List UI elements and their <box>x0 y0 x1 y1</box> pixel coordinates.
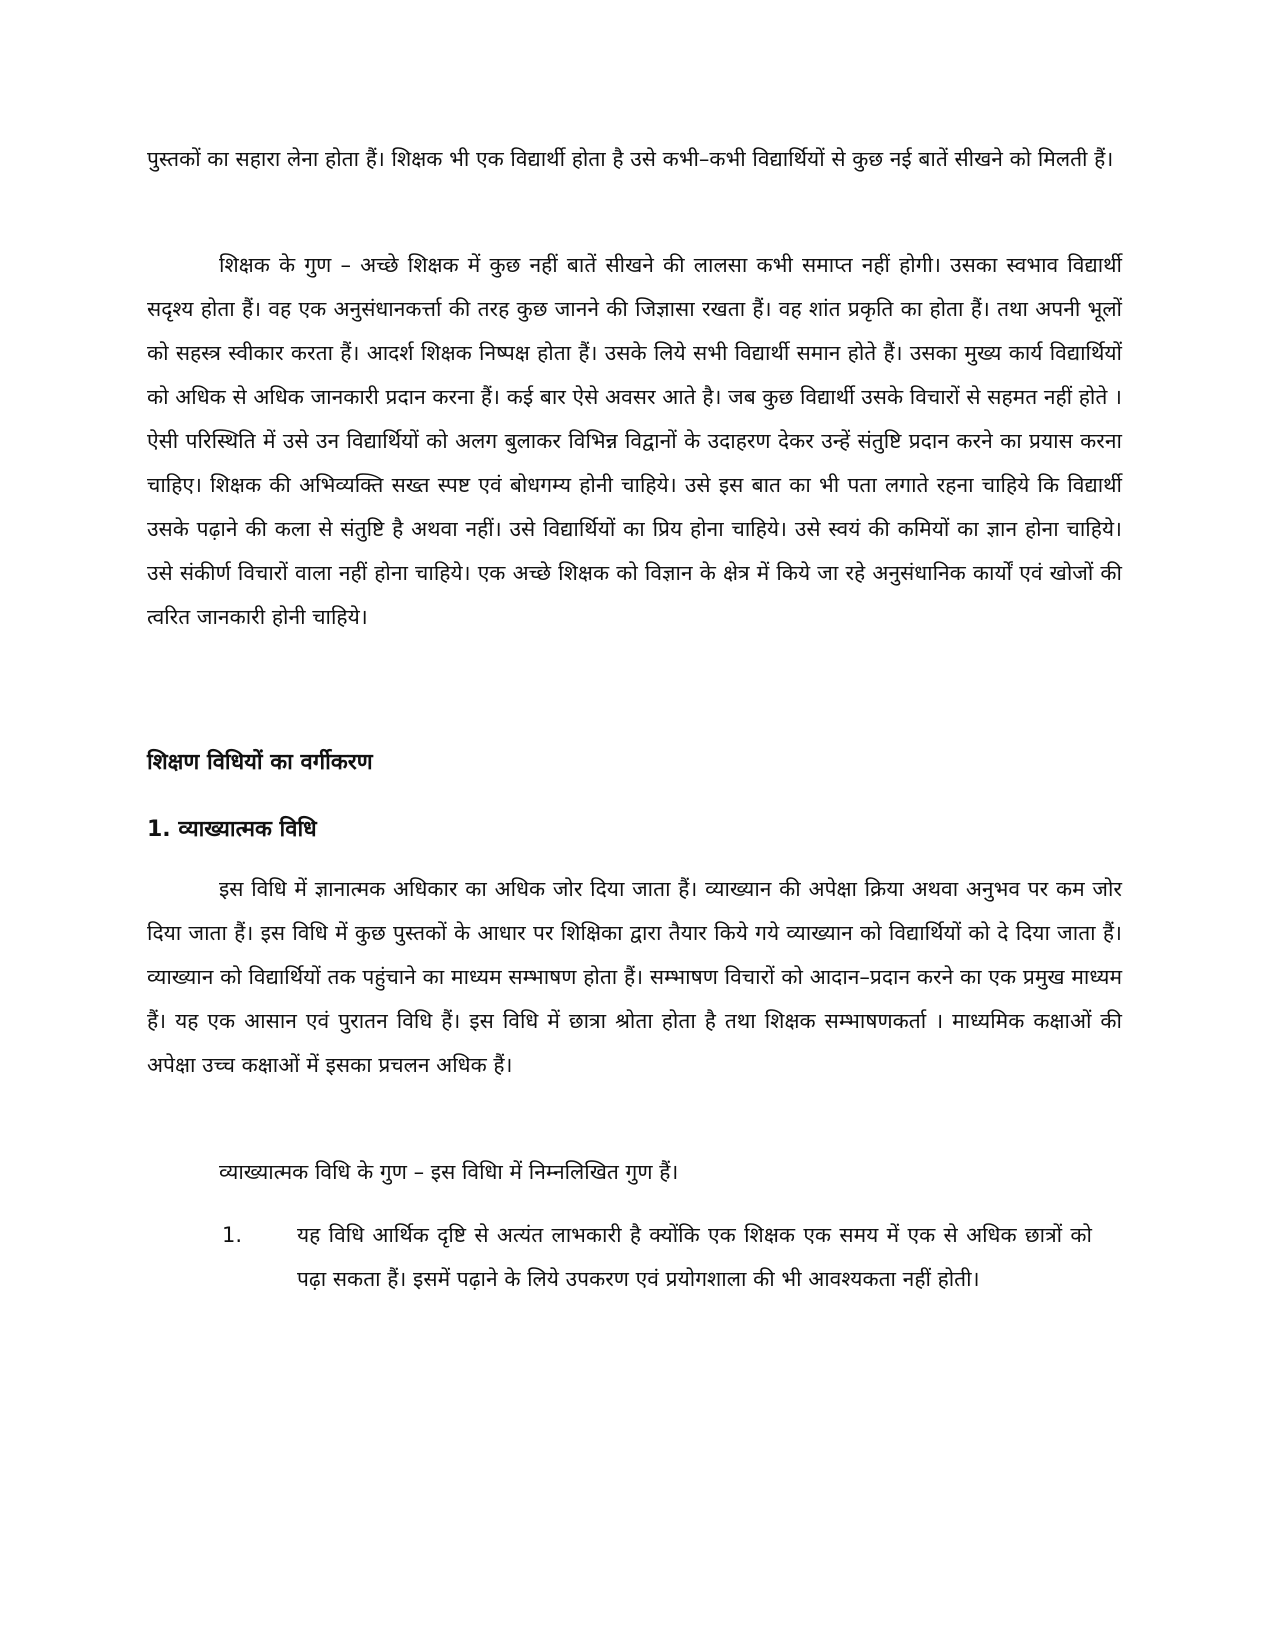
paragraph-lecture-merits: व्याख्यात्मक विधि के गुण – इस विधिा में निम्नलिखित गुण हैं। <box>219 1160 679 1184</box>
paragraph-intro: पुस्तकों का सहारा लेना होता हैं। शिक्षक भी एक विद्यार्थी होता है उसे कभी–कभी विद्यार्थियों से कुछ नई बातें सीखने को मिलती हैं। <box>147 147 1114 171</box>
list-item-text: यह विधि आर्थिक दृष्टि से अत्यंत लाभकारी है क्योंकि एक शिक्षक एक समय में एक से अधिक छात्रों को पढ़ा सकता हैं। इसमें पढ़ाने के लिये उपकरण एवं प्रयोगशाला की भी आवश्यकता नहीं होती। <box>297 1223 1092 1291</box>
paragraph-teacher-qualities: शिक्षक के गुण – अच्छे शिक्षक में कुछ नहीं बातें सीखने की लालसा कभी समाप्त नहीं होगी। उसका स्वभाव विद्यार्थी सदृश्य होता हैं। वह एक अनुसंधानकर्त्ता की तरह कुछ जानने की जिज्ञासा रखता हैं। वह शांत प्रकृति का होता हैं। तथा अपनी भूलों को सहस्त्र स्वीकार करता हैं। आदर्श शिक्षक निष्पक्ष होता हैं। उसके लिये सभी विद्यार्थी समान होते हैं। उसका मुख्य कार्य विद्यार्थियों को अधिक से अधिक जानकारी प्रदान करना हैं। कई बार ऐसे अवसर आते है। जब कुछ विद्यार्थी उसके विचारों से सहमत नहीं होते । ऐसी परिस्थिति में उसे उन विद्यार्थियों को अलग बुलाकर विभिन्न विद्वानों के उदाहरण देकर उन्हें संतुष्टि प्रदान करने का प्रयास करना चाहिए। शिक्षक की अभिव्यक्ति सख्त स्पष्ट एवं बोधगम्य होनी चाहिये। उसे इस बात का भी पता लगाते रहना चाहिये कि विद्यार्थी उसके पढ़ाने की कला से संतुष्टि है अथवा नहीं। उसे विद्यार्थियों का प्रिय होना चाहिये। उसे स्वयं की कमियों का ज्ञान होना चाहिये। उसे संकीर्ण विचारों वाला नहीं होना चाहिये। एक अच्छे शिक्षक को विज्ञान के क्षेत्र में किये जा रहे अनुसंधानिक कार्यों एवं खोजों की त्वरित जानकारी होनी चाहिये। <box>147 253 1122 629</box>
list-item-number: 1. <box>222 1223 243 1247</box>
paragraph-lecture-method: इस विधि में ज्ञानात्मक अधिकार का अधिक जोर दिया जाता हैं। व्याख्यान की अपेक्षा क्रिया अथवा अनुभव पर कम जोर दिया जाता हैं। इस विधि में कुछ पुस्तकों के आधार पर शिक्षिका द्वारा तैयार किये गये व्याख्यान को विद्यार्थियों को दे दिया जाता हैं। व्याख्यान को विद्यार्थियों तक पहुंचाने का माध्यम सम्भाषण होता हैं। सम्भाषण विचारों को आदान–प्रदान करने का एक प्रमुख माध्यम हैं। यह एक आसान एवं पुरातन विधि हैं। इस विधि में छात्रा श्रोता होता है तथा शिक्षक सम्भाषणकर्ता । माध्यमिक कक्षाओं की अपेक्षा उच्च कक्षाओं में इसका प्रचलन अधिक हैं। <box>147 877 1122 1077</box>
subsection-heading: 1. व्याख्यात्मक विधि <box>147 817 317 842</box>
section-heading: शिक्षण विधियों का वर्गीकरण <box>147 750 373 775</box>
